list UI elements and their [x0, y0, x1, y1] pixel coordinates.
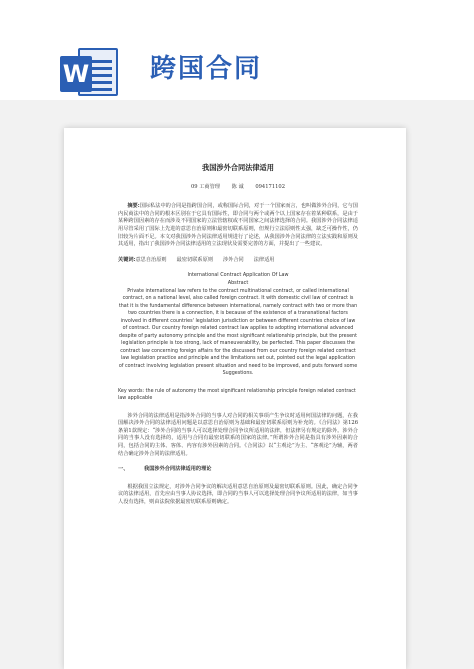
word-document-icon [60, 42, 122, 100]
english-keywords: Key words: the rule of autonomy the most significant relationship principle foreign related contract law applicable [118, 388, 356, 402]
section-number: 一、 [118, 466, 129, 473]
document-title: 我国涉外合同法律适用 [202, 163, 274, 172]
english-abstract-label: Abstract [227, 279, 249, 286]
keyword-item: 意思自治原则 [135, 256, 167, 263]
author-id: 094171102 [255, 183, 286, 190]
english-abstract: Private international law refers to the contract multinational contract, or called international contract, on a national level, also called foreign contract. It with domestic civil law of contract is that it is the fundamental difference between international, namely contract with two or more than two countries there is a connection, it is because of the existence of a transnational factors involved in different countries' legislation jurisdiction or between different countries choice of law of contract. Our country foreign related contract law applies to adopting international advanced despite of party autonomy principle and the most significant relationship principle, but the present legislation principle is too strong, lack of maneuverability, be perfected. This paper discusses the contract law concerning foreign affairs for the discussed from our country foreign related contract law legislation practice and principle and the limitations set out, pointed out the legal application of contract involving legislation present situation and need to be improved, and puts forward some Suggestions. [118, 288, 358, 377]
document-page [64, 128, 406, 669]
keyword-item: 法律适用 [253, 256, 275, 263]
document-content [118, 164, 358, 514]
body-paragraph-2: 根据我国立法规定，对涉外合同争议的解决适用意思自治原则及最密切联系原则。因此，确定合同争议的法律适用，首先应由当事人协议选择，即合同的当事人可以选择处理合同争议所适用的法律，如当事人没有选择，则由法院依据最密切联系原则确定。 [118, 483, 358, 505]
header-banner [0, 0, 474, 100]
body-paragraph-1: 涉外合同的法律适用是指涉外合同的当事人对合同的相关事项产生争议时适用何国法律的问题，在我国解决涉外合同的法律适用问题是以意思自治原则为基础和最密切联系原则为补充的。《合同法》第126条第1款规定：“涉外合同的当事人可以选择处理合同争议所适用的法律，但法律另有规定的除外。涉外合同的当事人没有选择的，适用与合同有最密切联系的国家的法律。”所谓涉外合同是指具有涉外因素的合同，包括合同的主体、客体、内容有涉外因素的合同。《合同法》以“主观论”为主、“客观论”为辅，两者结合确定涉外合同的法律适用。 [118, 412, 358, 457]
section-heading [118, 466, 358, 474]
header-title: 跨国合同 [150, 54, 263, 84]
section-title: 我国涉外合同法律适用的理论 [144, 466, 212, 473]
abstract-cn-text: 国际私法中的合同是指跨国合同，或称国际合同，对于一个国家而言，也叫做涉外合同，它与国内民商法中的合同的根本区别在于它具有国际性，即合同与两个或两个以上国家存在着某种联系，是由于某种跨国因素的存在而涉及不同国家的立法管辖权或不同国家之间法律选择的合同。我国涉外合同法律适用尽管采用了国际上先进的意思自治原则和最密切联系原则，但规行立法原则性太强，缺乏可操作性，仍旧较为片面不足。本文对我国涉外合同法律适用规进行了论述，从我国涉外合同法律的立法实践和原则及其适用，指出了我国涉外合同法律适用的立法现状及需要完善的方面，并提出了一些建议。 [118, 203, 358, 248]
keywords-label: 关键词: [118, 256, 136, 263]
english-title: International Contract Application Of Law [187, 272, 289, 279]
abstract-cn [118, 203, 358, 249]
keywords-cn [118, 257, 358, 265]
author-class: 09 工商管理 [190, 183, 220, 190]
word-letter-badge: W [60, 56, 92, 92]
keyword-item: 涉外合同 [222, 256, 244, 263]
keyword-item: 最密切联系原则 [176, 256, 213, 263]
author-line [118, 184, 358, 192]
abstract-label: 摘要: [127, 203, 140, 210]
author-name: 陈 诚 [231, 183, 244, 190]
